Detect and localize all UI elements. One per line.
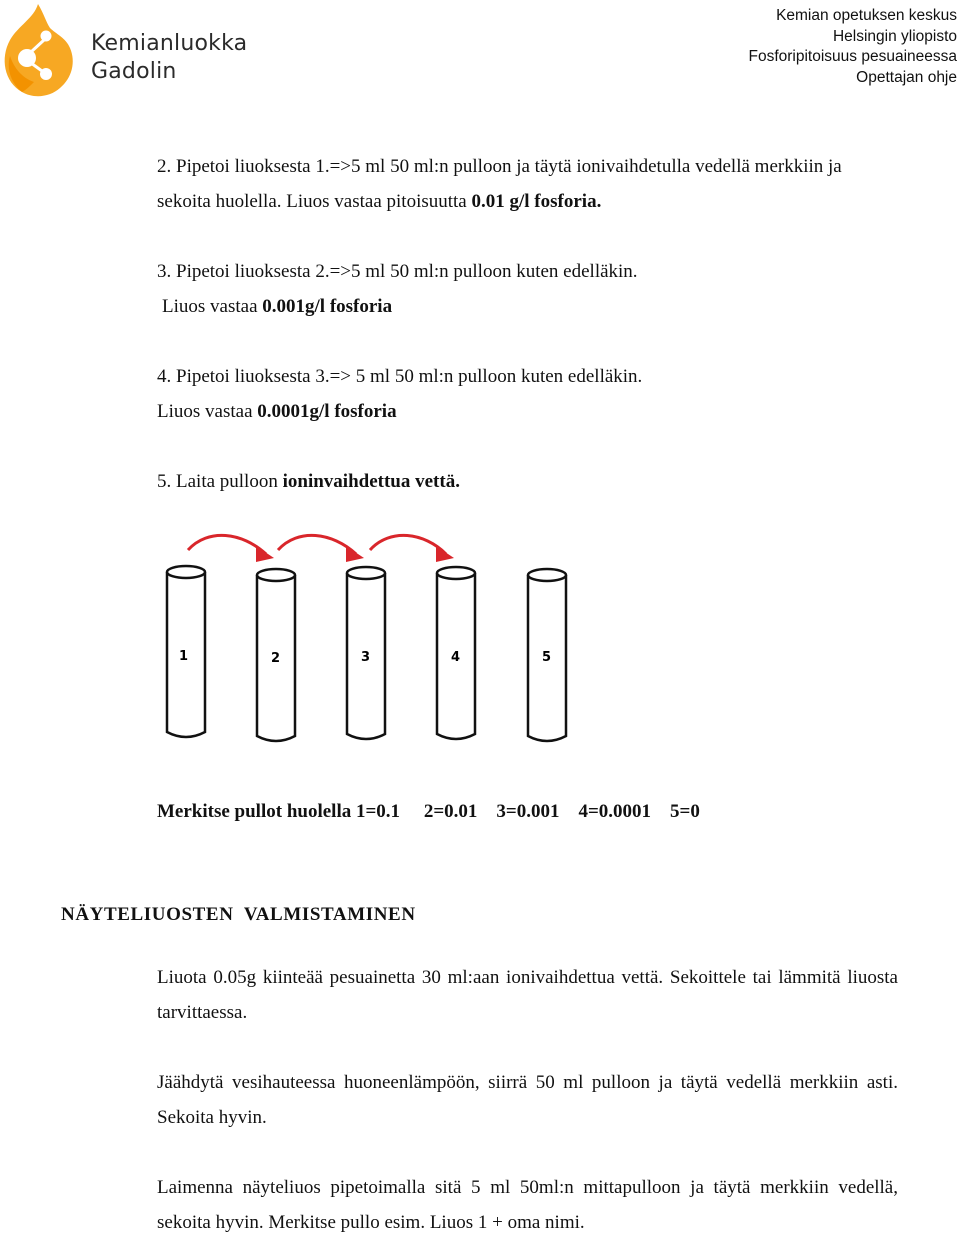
step-3-line-1: 3. Pipetoi liuoksesta 2.=>5 ml 50 ml:n pulloon kuten edelläkin. bbox=[157, 261, 638, 282]
step-4-line-1: 4. Pipetoi liuoksesta 3.=> 5 ml 50 ml:n pulloon kuten edelläkin. bbox=[157, 366, 643, 387]
tube-label-3: 3 bbox=[361, 650, 371, 665]
tube-label-1: 1 bbox=[179, 649, 189, 664]
step-3-lead: Liuos vastaa bbox=[162, 296, 263, 317]
document-header-info bbox=[748, 6, 957, 89]
transfer-arrow-2-3 bbox=[278, 535, 356, 554]
sample-paragraph-2: Jäähdytä vesihauteessa huoneenlämpöön, siirrä 50 ml pulloon ja täytä vedellä merkkiin asti. Sekoita hyvin. bbox=[157, 1072, 898, 1128]
gadolin-logo-icon bbox=[0, 0, 80, 100]
header-line-3: Fosforipitoisuus pesuaineessa bbox=[748, 48, 957, 66]
step-5-water: ioninvaihdettua vettä. bbox=[282, 471, 460, 492]
marking-4: 4=0.0001 bbox=[578, 801, 652, 822]
header-line-4: Opettajan ohje bbox=[856, 69, 957, 87]
step-3-line-2 bbox=[162, 289, 392, 324]
transfer-arrowhead-3-4 bbox=[436, 546, 454, 562]
header-line-2: Helsingin yliopisto bbox=[832, 27, 957, 45]
kemianluokka-gadolin-logo bbox=[0, 0, 260, 100]
step-4-line-2 bbox=[157, 394, 397, 429]
section-heading: NÄYTELIUOSTEN VALMISTAMINEN bbox=[61, 904, 416, 925]
tube-marking-instruction bbox=[157, 794, 700, 829]
step-2-paragraph bbox=[157, 149, 897, 219]
marking-5: 5=0 bbox=[670, 801, 700, 822]
logo-line-2: Gadolin bbox=[91, 59, 177, 84]
step-3-concentration: 0.001g/l fosforia bbox=[262, 296, 393, 317]
step-5-paragraph bbox=[157, 464, 460, 499]
tube-label-2: 2 bbox=[271, 651, 281, 666]
step-2-text: Pipetoi liuoksesta 1.=>5 ml 50 ml:n pulloon ja täytä ionivaihdetulla vedellä merkkiin ja sekoita huolella. Liuos vastaa pitoisuutta bbox=[157, 156, 842, 212]
step-4-lead: Liuos vastaa bbox=[157, 401, 258, 422]
tube-label-5: 5 bbox=[542, 650, 552, 665]
sample-paragraph-1: Liuota 0.05g kiinteää pesuainetta 30 ml:aan ionivaihdettua vettä. Sekoittele tai lämmitä liuosta tarvittaessa. bbox=[157, 967, 898, 1023]
transfer-arrow-3-4 bbox=[370, 535, 446, 554]
marking-lead: Merkitse pullot huolella 1=0.1 bbox=[157, 801, 401, 822]
transfer-arrow-1-2 bbox=[188, 535, 266, 554]
dilution-tubes-diagram bbox=[150, 528, 590, 750]
step-2-concentration: 0.01 g/l fosforia. bbox=[471, 191, 602, 212]
header-line-1: Kemian opetuksen keskus bbox=[776, 7, 957, 24]
sample-paragraph-3: Laimenna näyteliuos pipetoimalla sitä 5 ml 50ml:n mittapulloon ja täytä merkkiin vedellä, sekoita hyvin. Merkitse pullo esim. Liuos 1 + oma nimi. bbox=[157, 1177, 898, 1233]
step-5-lead: 5. Laita pulloon bbox=[157, 471, 283, 492]
transfer-arrowhead-1-2 bbox=[256, 546, 274, 562]
transfer-arrowhead-2-3 bbox=[346, 546, 364, 562]
marking-2: 2=0.01 bbox=[423, 801, 478, 822]
tube-label-4: 4 bbox=[451, 650, 461, 665]
step-4-concentration: 0.0001g/l fosforia bbox=[257, 401, 397, 422]
logo-line-1: Kemianluokka bbox=[91, 31, 248, 56]
marking-3: 3=0.001 bbox=[496, 801, 560, 822]
logo-wordmark bbox=[91, 30, 247, 86]
step-2-number: 2. bbox=[157, 156, 172, 177]
